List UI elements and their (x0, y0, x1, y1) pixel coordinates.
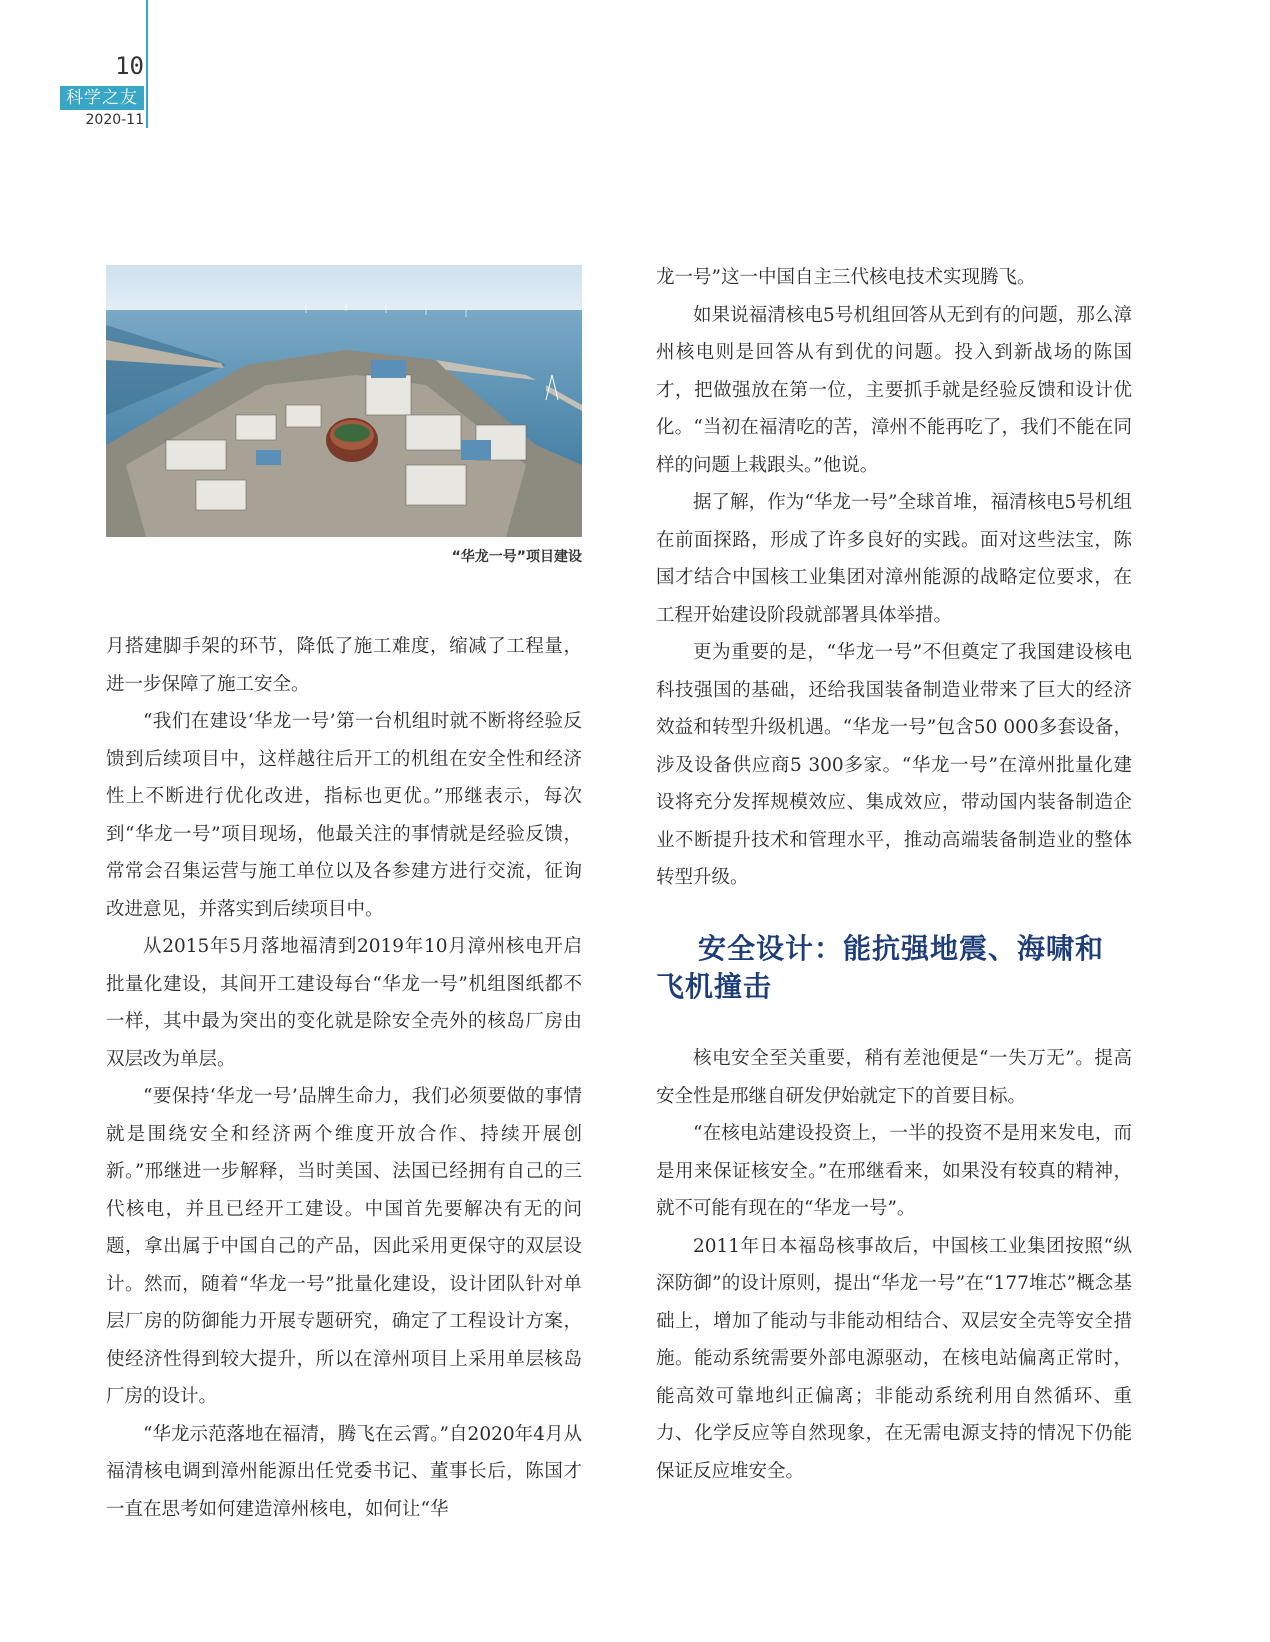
section-heading: 安全设计：能抗强地震、海啸和飞机撞击 (656, 932, 1105, 1003)
paragraph: 月搭建脚手架的环节，降低了施工难度，缩减了工程量，进一步保障了施工安全。 (106, 636, 582, 695)
header-rule (146, 0, 148, 128)
paragraph: 龙一号”这一中国自主三代核电技术实现腾飞。 (656, 267, 1036, 288)
paragraph: 2011年日本福岛核事故后，中国核工业集团按照“纵深防御”的设计原则，提出“华龙一号”在“177堆芯”概念基础上，增加了能动与非能动相结合、双层安全壳等安全措施。能动系统需要外部电源驱动，在核电站偏离正常时，能高效可靠地纠正偏离；非能动系统利用自然循环、重力、化学反应等自然现象，在无需电源支持的情况下仍能保证反应堆安全。 (656, 1235, 1132, 1482)
paragraph: 如果说福清核电5号机组回答从无到有的问题，那么漳州核电则是回答从有到优的问题。投入到新战场的陈国才，把做强放在第一位，主要抓手就是经验反馈和设计优化。“当初在福清吃的苦，漳州不能再吃了，我们不能在同样的问题上栽跟头。”他说。 (656, 304, 1132, 476)
issue-date: 2020-11 (85, 112, 144, 128)
paragraph: 更为重要的是，“华龙一号”不但奠定了我国建设核电科技强国的基础，还给我国装备制造业带来了巨大的经济效益和转型升级机遇。“华龙一号”包含50 000多套设备，涉及设备供应商5 300多家。“华龙一号”在漳州批量化建设将充分发挥规模效应、集成效应，带动国内装备制造企业不断提升技术和管理水平，推动高端装备制造业的整体转型升级。 (656, 642, 1132, 888)
paragraph: 据了解，作为“华龙一号”全球首堆，福清核电5号机组在前面探路，形成了许多良好的实践。面对这些法宝，陈国才结合中国核工业集团对漳州能源的战略定位要求，在工程开始建设阶段就部署具体举措。 (656, 492, 1132, 626)
plant-aerial-photo (106, 265, 582, 537)
photo-caption: “华龙一号”项目建设 (451, 549, 582, 565)
paragraph: “在核电站建设投资上，一半的投资不是用来发电，而是用来保证核安全。”在邢继看来，如果没有较真的精神，就不可能有现在的“华龙一号”。 (656, 1123, 1132, 1219)
paragraph: “华龙示范落地在福清，腾飞在云霄。”自2020年4月从福清核电调到漳州能源出任党委书记、董事长后，陈国才一直在思考如何建造漳州核电，如何让“华 (106, 1423, 582, 1520)
page-number: 10 (115, 52, 144, 80)
paragraph: “我们在建设‘华龙一号’第一台机组时就不断将经验反馈到后续项目中，这样越往后开工的机组在安全性和经济性上不断进行优化改进，指标也更优。”邢继表示，每次到“华龙一号”项目现场，他最关注的事情就是经验反馈，常常会召集运营与施工单位以及各参建方进行交流，征询改进意见，并落实到后续项目中。 (106, 711, 582, 920)
paragraph: 从2015年5月落地福清到2019年10月漳州核电开启批量化建设，其间开工建设每台“华龙一号”机组图纸都不一样，其中最为突出的变化就是除安全壳外的核岛厂房由双层改为单层。 (106, 936, 582, 1070)
paragraph: “要保持‘华龙一号’品牌生命力，我们必须要做的事情就是围绕安全和经济两个维度开放合作、持续开展创新。”邢继进一步解释，当时美国、法国已经拥有自己的三代核电，并且已经开工建设。中国首先要解决有无的问题，拿出属于中国自己的产品，因此采用更保守的双层设计。然而，随着“华龙一号”批量化建设，设计团队针对单层厂房的防御能力开展专题研究，确定了工程设计方案，使经济性得到较大提升，所以在漳州项目上采用单层核岛厂房的设计。 (106, 1086, 582, 1407)
right-column-section (656, 1040, 1132, 1490)
right-column (656, 259, 1132, 897)
paragraph: 核电安全至关重要，稍有差池便是“一失万无”。提高安全性是邢继自研发伊始就定下的首要目标。 (656, 1048, 1132, 1107)
magazine-name: 科学之友 (60, 86, 144, 110)
left-column (106, 628, 582, 1528)
